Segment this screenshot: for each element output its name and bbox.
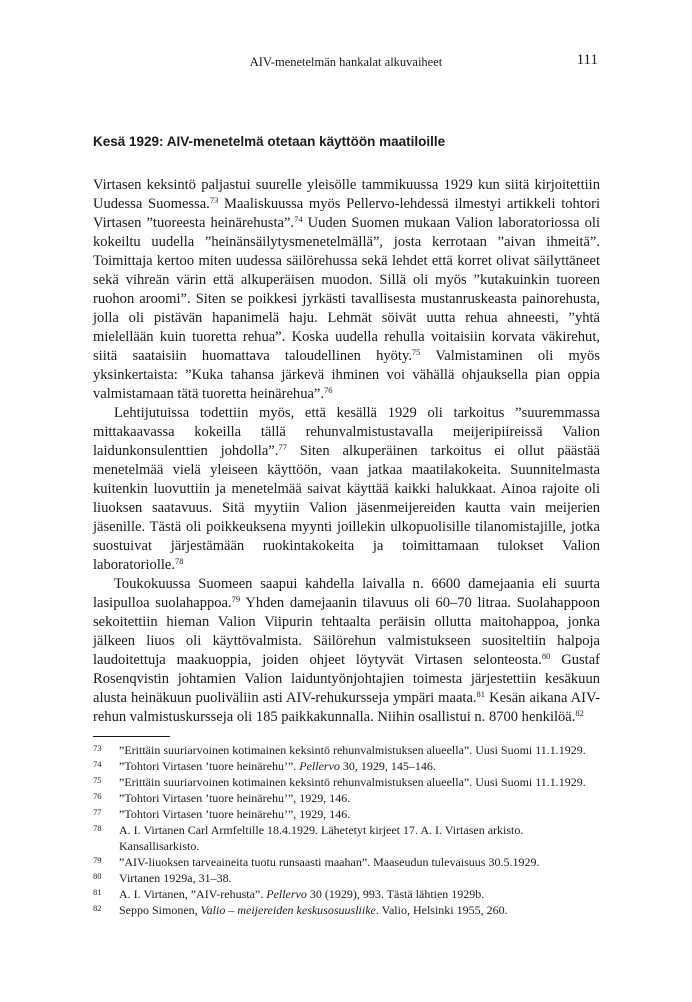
text-run: Toukokuussa Suomeen saapui kahdella laivalla n. 6600 damejaania eli suurta lasipulloa suolahappoa. <box>93 576 600 611</box>
text-run: Seppo Simonen, <box>119 903 201 917</box>
footnote-number: 78 <box>93 823 102 833</box>
footnote-ref: 82 <box>575 708 584 718</box>
italic-title: Pellervo <box>299 759 340 773</box>
text-run: Valmistaminen oli myös yksinkertaista: ”Kuka tahansa järkevä ihminen voi vähällä ohjauksella pian oppia valmistamaan tätä tuoretta heinärehua”. <box>93 348 600 402</box>
footnote <box>93 902 600 918</box>
footnote-divider <box>93 736 170 737</box>
text-run: A. I. Virtanen Carl Armfeltille 18.4.1929. Lähetetyt kirjeet 17. A. I. Virtasen arkisto. Kansallisarkisto. <box>119 823 524 853</box>
footnote-number: 75 <box>93 775 102 785</box>
paragraph <box>93 176 600 404</box>
footnotes <box>93 742 600 918</box>
running-title: AIV-menetelmän hankalat alkuvaiheet <box>249 55 443 69</box>
footnote <box>93 886 600 902</box>
text-run: Kesän aikana AIV-rehun valmistuskursseja oli 185 paikkakunnalla. Niihin osallistui n. 8700 henkilöä. <box>93 690 600 725</box>
footnote-text <box>119 774 600 790</box>
footnote <box>93 758 600 774</box>
footnote-text <box>119 758 600 774</box>
footnote <box>93 742 600 758</box>
footnote-number: 73 <box>93 743 102 753</box>
text-run: 30 (1929), 993. Tästä lähtien 1929b. <box>306 887 485 901</box>
italic-title: Pellervo <box>266 887 307 901</box>
footnote-text <box>119 822 600 854</box>
footnote-text <box>119 902 600 918</box>
running-header <box>0 52 692 72</box>
text-run: 30, 1929, 145–146. <box>339 759 436 773</box>
footnote-text <box>119 806 600 822</box>
text-run: Uuden Suomen mukaan Valion laboratoriossa oli kokeiltu uudella ”heinänsäilytysmenetelmällä”, josta kerrotaan ”aivan ihmeitä”. Toimittaja kertoo miten uudessa säilörehussa sekä lehdet että korret olivat säilyttäneet sekä vihreän värin että alkuperäisen muodon. Sillä oli myös ”kutakuinkin tuoreen ruohon aroomi”. Siten se poikkesi jyrkästi tavallisesta mustanruskeasta painorehusta, jolla oli pistävän hapanimelä haju. Lehmät söivät uutta rehua ahneesti, ”yhtä mielellään kuin tuoretta rehua”. Koska uudella rehulla voitaisiin korvata väkirehut, siitä saataisiin huomattava taloudellinen hyöty. <box>93 215 600 364</box>
footnote-text <box>119 790 600 806</box>
text-run: ”Tohtori Virtasen ’tuore heinärehu’”, 1929, 146. <box>119 791 351 805</box>
text-run: Virtanen 1929a, 31–38. <box>119 871 232 885</box>
footnote <box>93 822 600 854</box>
footnote-ref: 81 <box>476 689 486 699</box>
footnote-ref: 80 <box>541 651 551 661</box>
footnote-ref: 73 <box>209 195 219 205</box>
footnote-text <box>119 886 600 902</box>
footnote <box>93 854 600 870</box>
text-run: ”Tohtori Virtasen ’tuore heinärehu’”. <box>119 759 300 773</box>
page-number: 111 <box>576 52 598 68</box>
footnote-number: 76 <box>93 791 102 801</box>
footnote-ref: 75 <box>411 347 421 357</box>
text-run: Yhden damejaanin tilavuus oli 60–70 litraa. Suolahappoon sekoitettiin hieman Valion Viipurin tehtaalta peräisin ollutta maitohappoa, jonka jälkeen liuos oli käyttövalmista. Säilörehun valmistukseen suositeltiin halpoja laudoitettuja maakuoppia, joiden ohjeet löytyvät Virtasen selonteosta. <box>93 595 600 668</box>
paragraph <box>93 575 600 727</box>
body-text <box>93 176 600 727</box>
italic-title: Valio – meijereiden keskusosuusliike <box>200 903 376 917</box>
footnote <box>93 870 600 886</box>
text-run: Gustaf Rosenqvistin johtamien Valion laiduntyönjohtajien toimesta järjestettiin kesäkuun alusta heinäkuun puoliväliin asti AIV-rehukursseja ympäri maata. <box>93 652 601 706</box>
footnote-text <box>119 870 600 886</box>
text-run: ”Erittäin suuriarvoinen kotimainen keksintö rehunvalmistuksen alueella”. Uusi Suomi 11.1.1929. <box>119 775 586 789</box>
footnote-number: 74 <box>93 759 102 769</box>
footnote-ref: 79 <box>231 594 241 604</box>
footnote-number: 81 <box>93 887 102 897</box>
text-run: ”AIV-liuoksen tarveaineita tuotu runsaasti maahan”. Maaseudun tulevaisuus 30.5.1929. <box>119 855 540 869</box>
text-run: A. I. Virtanen, ”AIV-rehusta”. <box>119 887 267 901</box>
footnote-number: 77 <box>93 807 102 817</box>
footnote-text <box>119 854 600 870</box>
footnote-text <box>119 742 600 758</box>
footnote <box>93 806 600 822</box>
footnote-ref: 76 <box>324 385 333 395</box>
text-run: Siten alkuperäinen tarkoitus ei ollut päästää menetelmää vielä yleiseen käyttöön, vaan jatkaa maatilakokeita. Suunnitelmasta kuitenkin luovuttiin ja menetelmää saivat käyttää kaikki halukkaat. Ainoa rajoite oli liuoksen saatavuus. Sitä myytiin Valion jäsenmeijereiden kautta vain meijerien jäsenille. Tästä oli poikkeuksena myynti joillekin ulkopuolisille tilanomistajille, jotka suostuivat järjestämään ruokintakokeita ja toimittamaan tulokset Valion laboratoriolle. <box>93 443 600 573</box>
text-run: Maaliskuussa myös Pellervo-lehdessä ilmestyi artikkeli tohtori Virtasen ”tuoreesta heinärehusta”. <box>93 196 600 231</box>
text-run: Lehtijutuissa todettiin myös, että kesällä 1929 oli tarkoitus ”suuremmassa mittakaavassa kokeilla tällä rehunvalmistustavalla meijeripiireissä Valion laidunkonsulenttien johdolla”. <box>93 405 600 459</box>
section-heading: Kesä 1929: AIV-menetelmä otetaan käyttöön maatiloille <box>93 134 446 149</box>
footnote-number: 82 <box>93 903 102 913</box>
text-run: Virtasen keksintö paljastui suurelle yleisölle tammikuussa 1929 kun siitä kirjoitettiin Uudessa Suomessa. <box>93 177 600 212</box>
footnote-number: 80 <box>93 871 102 881</box>
footnote-ref: 78 <box>175 556 184 566</box>
footnote <box>93 774 600 790</box>
footnote-ref: 77 <box>278 442 287 452</box>
footnote-ref: 74 <box>294 214 303 224</box>
footnote-number: 79 <box>93 855 102 865</box>
paragraph <box>93 404 600 575</box>
footnote <box>93 790 600 806</box>
text-run: ”Erittäin suuriarvoinen kotimainen keksintö rehunvalmistuksen alueella”. Uusi Suomi 11.1.1929. <box>119 743 586 757</box>
text-run: . Valio, Helsinki 1955, 260. <box>375 903 508 917</box>
text-run: ”Tohtori Virtasen ’tuore heinärehu’”, 1929, 146. <box>119 807 351 821</box>
